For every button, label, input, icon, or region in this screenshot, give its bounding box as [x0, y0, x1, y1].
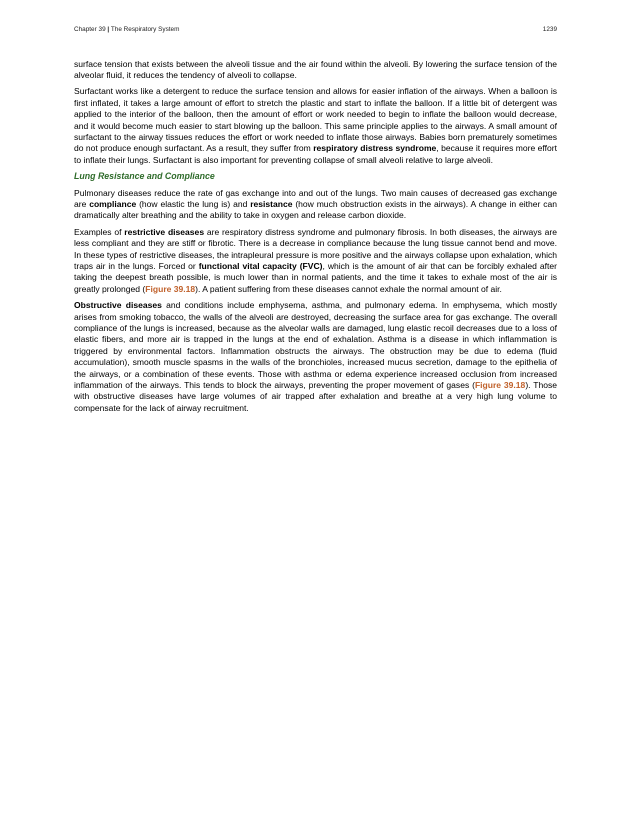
- term-restrictive-diseases: restrictive diseases: [124, 226, 205, 237]
- paragraph-text: Pulmonary diseases reduce the rate of gas exchange into and out of the lungs. Two main causes of decreased gas exchange are: [74, 187, 557, 209]
- page-number: 1239: [542, 26, 557, 33]
- term-obstructive-diseases: Obstructive diseases: [74, 300, 162, 311]
- paragraph-pulmonary-diseases: [74, 188, 557, 222]
- paragraph-text: Surfactant works like a detergent to reduce the surface tension and allows for easier inflation of the airways. When a balloon is first inflated, it takes a large amount of effort to stretch the plastic and start to inflate the balloon. If a little bit of detergent was applied to the interior of the balloon, then the amount of effort or work needed to begin to inflate the balloon would decrease, and it would become much easier to start blowing up the balloon. This same principle applies to the airways. A small amount of surfactant to the airway tissues reduces the effort or work needed to inflate those airways. Babies born prematurely sometimes do not produce enough surfactant. As a result, they suffer from: [74, 86, 557, 154]
- paragraph-text: ). A patient suffering from these diseases cannot exhale the normal amount of air.: [195, 283, 502, 294]
- paragraph-text: , because it requires more effort to inflate their lungs. Surfactant is also important for preventing collapse of small alveoli relative to large alveoli.: [74, 143, 557, 165]
- term-functional-vital-capacity: functional vital capacity (FVC): [198, 261, 323, 271]
- paragraph-text: (how much obstruction exists in the airways). A change in either can dramatically alter breathing and the ability to take in oxygen and release carbon dioxide.: [74, 198, 557, 221]
- body-text: [74, 59, 557, 420]
- paragraph-restrictive-diseases: [74, 227, 557, 295]
- paragraph-text: and conditions include emphysema, asthma, and pulmonary edema. In emphysema, which mostly arises from smoking tobacco, the walls of the alveoli are destroyed, decreasing the surface area for gas exchange. The overall compliance of the lungs is increased, because as the alveolar walls are damaged, lung elastic recoil decreases due to a loss of elastic fibers, and more air is trapped in the lungs at the end of exhalation. Asthma is a disease in which inflammation is triggered by environmental factors. Inflammation obstructs the airways. The obstruction may be due to edema (fluid accumulation), smooth muscle spasms in the walls of the bronchioles, increased mucus secretion, damage to the epithelia of the airways, or a combination of these events. Those with asthma or edema experience increased occlusion from increased inflammation of the airways. This tends to block the airways, preventing the proper movement of gases (: [74, 300, 557, 391]
- paragraph-text: ). Those with obstructive diseases have large volumes of air trapped after exhalation and breathe at a very high lung volume to compensate for the lack of airway recruitment.: [74, 380, 557, 413]
- paragraph-text: Examples of: [74, 226, 125, 237]
- paragraph-surfactant: [74, 86, 557, 166]
- paragraph-text: surface tension that exists between the alveoli tissue and the air found within the alveoli. By lowering the surface tension of the alveolar fluid, it reduces the tendency of alveoli to collapse.: [74, 58, 557, 80]
- paragraph-text: are respiratory distress syndrome and pulmonary fibrosis. In both diseases, the airways are less compliant and they are stiff or fibrotic. There is a decrease in compliance because the lung tissue cannot bend and move. In these types of restrictive diseases, the intrapleural pressure is more positive and the airways collapse upon exhalation, which traps air in the lungs. Forced or: [74, 226, 557, 271]
- paragraph-text: , which is the amount of air that can be forcibly exhaled after taking the deepest breath possible, is much lower than in normal patients, and the time it takes to exhale most of the air is greatly prolonged (: [74, 261, 557, 294]
- paragraph-text: (how elastic the lung is) and: [136, 198, 251, 209]
- paragraph-obstructive-diseases: [74, 300, 557, 414]
- figure-link[interactable]: Figure 39.18: [145, 283, 196, 294]
- header-separator: |: [107, 26, 110, 33]
- chapter-title: The Respiratory System: [110, 26, 180, 33]
- paragraph-surface-tension: [74, 59, 557, 82]
- chapter-number: Chapter 39: [74, 26, 106, 33]
- term-resistance: resistance: [250, 198, 293, 209]
- figure-link[interactable]: Figure 39.18: [474, 380, 526, 391]
- term-respiratory-distress-syndrome: respiratory distress syndrome: [313, 143, 437, 154]
- term-compliance: compliance: [89, 198, 137, 209]
- running-header: [74, 26, 557, 34]
- section-heading: Lung Resistance and Compliance: [74, 171, 215, 182]
